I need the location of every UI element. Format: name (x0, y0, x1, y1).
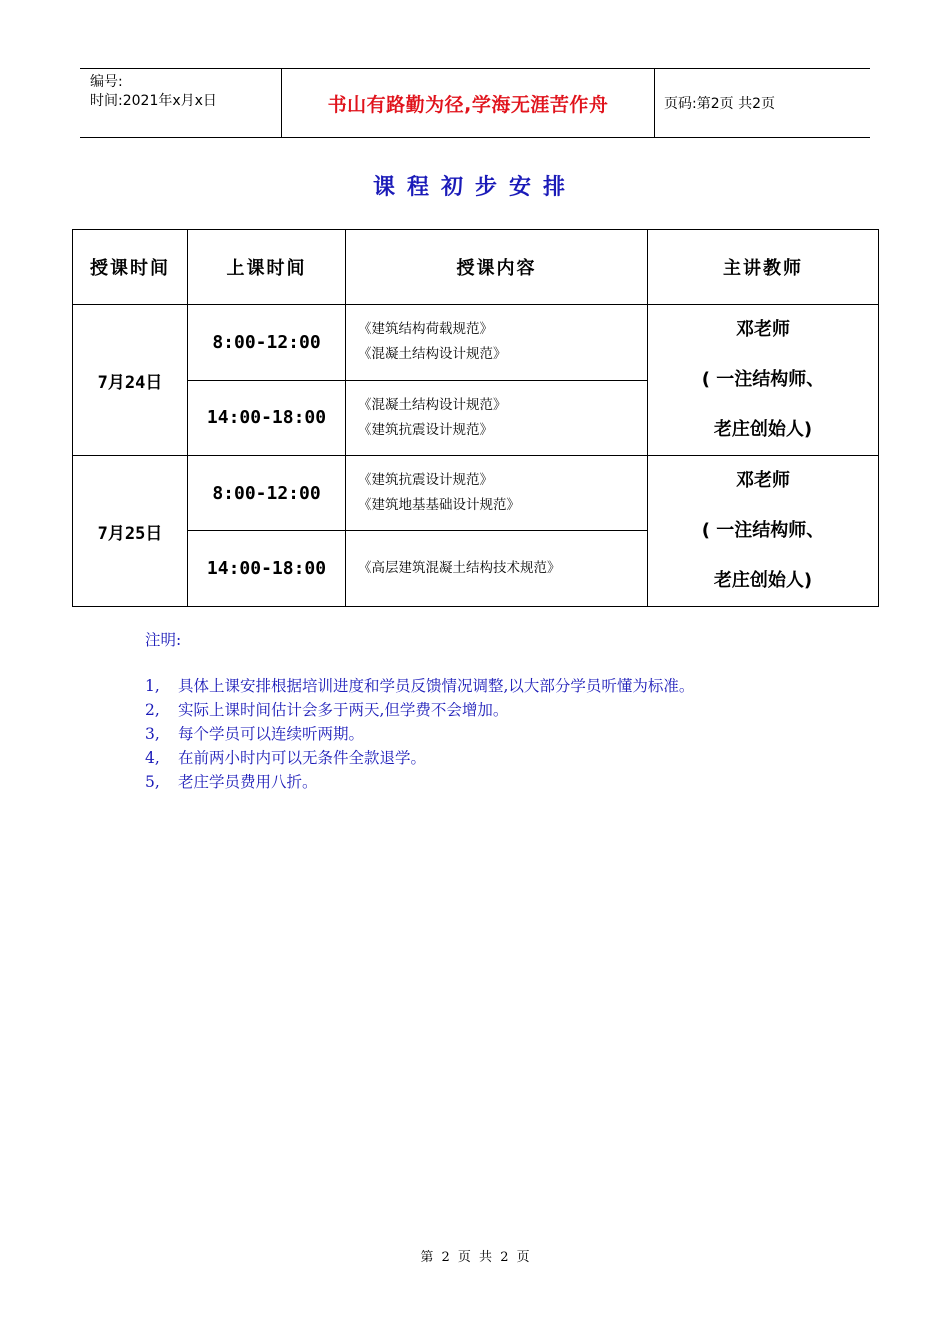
content-cell (346, 380, 648, 456)
note-number: 4, (145, 749, 160, 767)
content-cell (346, 531, 648, 607)
table-row (73, 456, 879, 531)
content-cell (346, 305, 648, 381)
note-text: 具体上课安排根据培训进度和学员反馈情况调整,以大部分学员听懂为标准。 (178, 677, 695, 695)
note-text: 实际上课时间估计会多于两天,但学费不会增加。 (178, 701, 509, 719)
header-teaching-date: 授课时间 (73, 230, 188, 305)
note-number: 3, (145, 725, 160, 743)
list-item (145, 746, 805, 770)
time-cell: 8:00-12:00 (188, 456, 346, 531)
teacher-title: 老庄创始人) (713, 419, 813, 440)
table-row (73, 305, 879, 381)
list-item (145, 698, 805, 722)
teacher-title: ( 一注结构师、 (701, 520, 825, 541)
course-item: 《混凝土结构设计规范》 (358, 396, 507, 413)
teacher-title: ( 一注结构师、 (701, 369, 825, 390)
time-cell: 8:00-12:00 (188, 305, 346, 381)
time-label: 时间:2021年x月x日 (90, 93, 217, 109)
date-cell: 7月25日 (73, 456, 188, 607)
course-item: 《建筑抗震设计规范》 (358, 472, 493, 488)
course-item: 《建筑结构荷载规范》 (358, 321, 493, 338)
teacher-name: 邓老师 (736, 319, 790, 340)
teacher-cell (648, 305, 879, 456)
note-text: 老庄学员费用八折。 (178, 773, 318, 791)
table-header-row (73, 230, 879, 305)
list-item (145, 674, 805, 698)
note-number: 2, (145, 701, 160, 719)
header-meta (80, 69, 281, 137)
note-text: 在前两小时内可以无条件全款退学。 (178, 749, 427, 767)
notes-section (145, 628, 805, 794)
time-cell: 14:00-18:00 (188, 380, 346, 456)
document-header (80, 68, 870, 138)
header-motto: 书山有路勤为径,学海无涯苦作舟 (281, 69, 655, 137)
note-text: 每个学员可以连续听两期。 (178, 725, 365, 743)
course-item: 《混凝土结构设计规范》 (358, 346, 507, 363)
header-teacher: 主讲教师 (648, 230, 879, 305)
list-item (145, 770, 805, 794)
header-page-info: 页码:第2页 共2页 (664, 96, 775, 112)
schedule-table (72, 229, 879, 607)
content-cell (346, 456, 648, 531)
page-title: 课程初步安排 (372, 175, 577, 200)
header-class-time: 上课时间 (188, 230, 346, 305)
header-content: 授课内容 (346, 230, 648, 305)
course-item: 《建筑地基基础设计规范》 (358, 497, 520, 513)
teacher-cell (648, 456, 879, 607)
course-item: 《高层建筑混凝土结构技术规范》 (358, 560, 561, 576)
number-label: 编号: (90, 74, 123, 90)
time-cell: 14:00-18:00 (188, 531, 346, 607)
teacher-title: 老庄创始人) (713, 570, 813, 591)
note-number: 5, (145, 773, 160, 791)
list-item (145, 722, 805, 746)
course-item: 《建筑抗震设计规范》 (358, 421, 493, 438)
notes-title: 注明: (145, 631, 182, 649)
note-number: 1, (145, 677, 160, 695)
date-cell: 7月24日 (73, 305, 188, 456)
teacher-name: 邓老师 (736, 470, 790, 491)
page-footer: 第 2 页 共 2 页 (420, 1250, 530, 1265)
